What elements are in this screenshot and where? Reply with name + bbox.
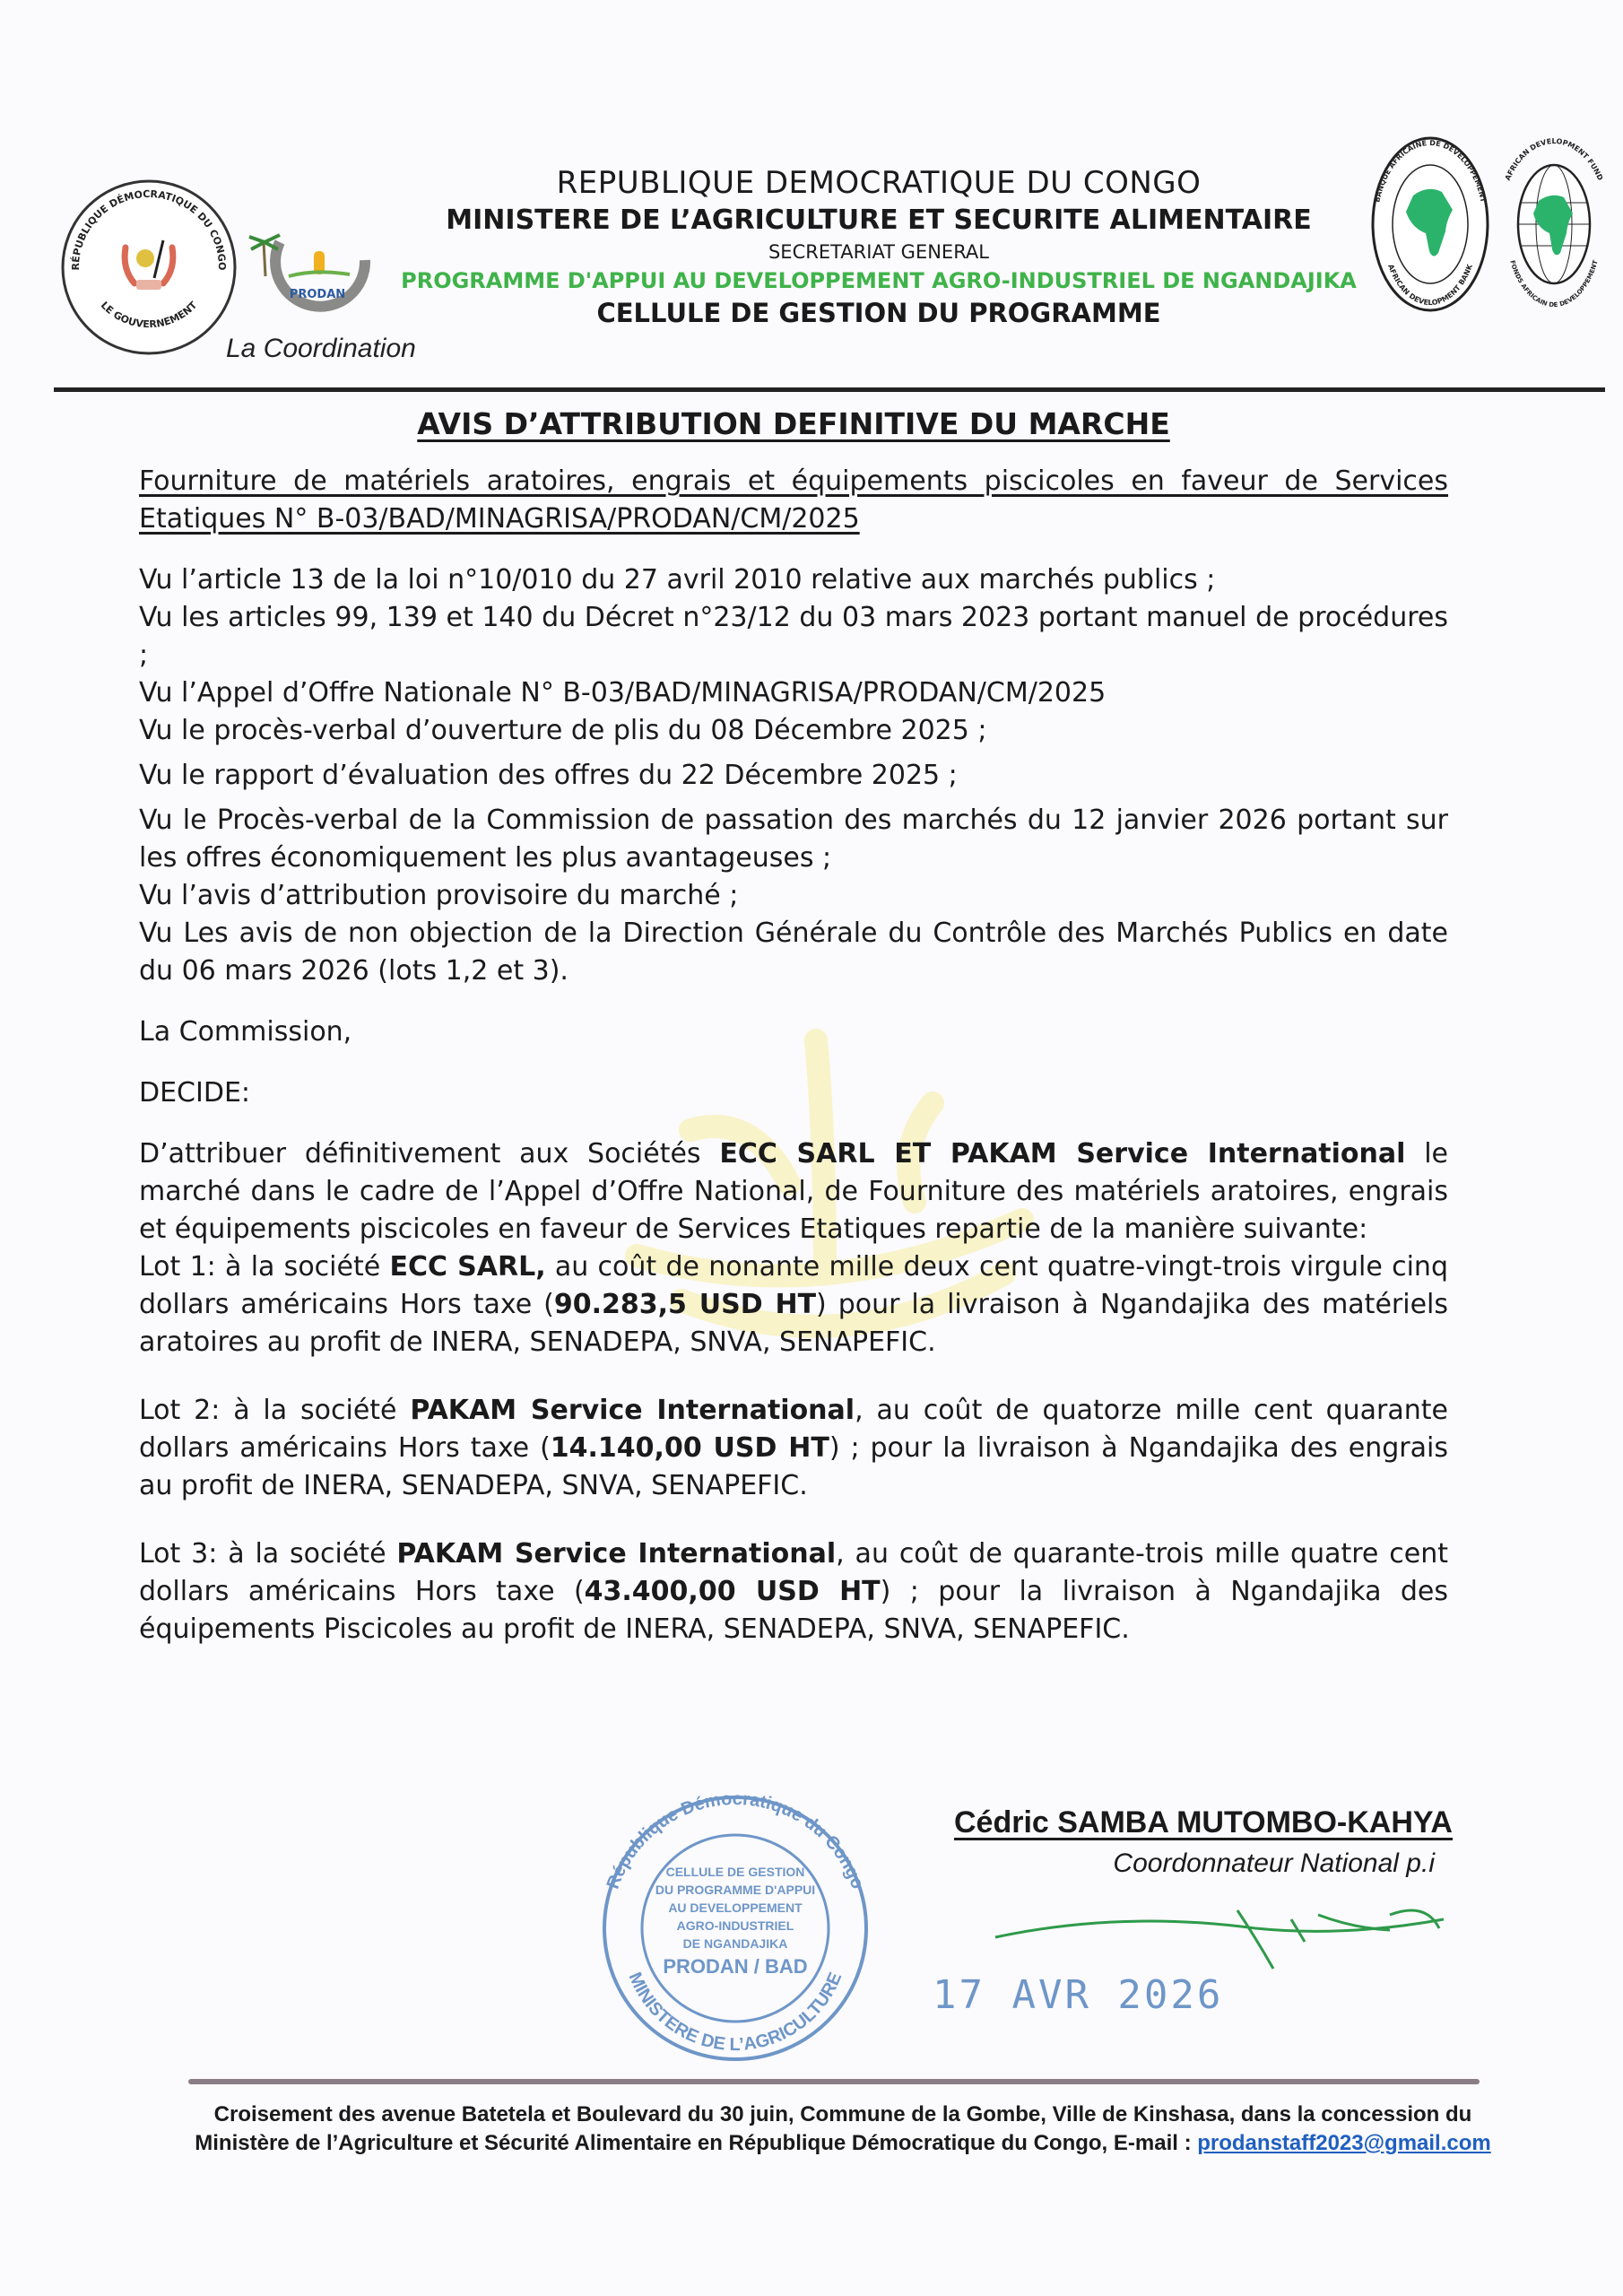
lot-label: Lot 2: à la société	[139, 1395, 411, 1426]
rdc-government-seal	[59, 178, 239, 357]
afdb-logos	[1370, 135, 1612, 314]
document-body	[139, 405, 1448, 1648]
signatory-block	[897, 1803, 1471, 1882]
stamp-seal-icon	[592, 1794, 879, 2063]
lot-text: ) pour la livraison à Ngandajika des matériels aratoires au profit de INERA, SENADEPA, SNVA, SENAPEFIC.	[139, 1289, 1448, 1358]
stamp-line: CELLULE DE GESTION	[665, 1865, 805, 1879]
stamp-line: PRODAN / BAD	[663, 1955, 808, 1978]
secretariat-name: SECRETARIAT GENERAL	[768, 241, 990, 263]
footer-line-2	[90, 2129, 1596, 2158]
commission-label: La Commission,	[139, 1016, 352, 1048]
lot-1	[139, 1248, 1448, 1361]
lot-text: au coût de nonante mille deux cent quatre-vingt-trois virgule cinq dollars américains Hors taxe (	[139, 1251, 1448, 1320]
afdb-fund-bottom: FONDS AFRICAIN DE DEVELOPPEMENT	[1508, 259, 1600, 309]
stamp-line: DU PROGRAMME D'APPUI	[655, 1883, 816, 1897]
handwritten-signature	[986, 1892, 1453, 1973]
seal-bottom-text: LE GOUVERNEMENT	[98, 299, 200, 331]
official-stamp	[592, 1794, 879, 2063]
lot-text: , au coût de quarante-trois mille quatre cent dollars américains Hors taxe (	[139, 1538, 1448, 1607]
prodan-logo-text: PRODAN	[289, 288, 346, 301]
lot-amount: 90.283,5 USD HT	[553, 1289, 817, 1320]
afdb-fund-logo	[1496, 135, 1612, 314]
footer-divider	[188, 2079, 1480, 2084]
footer-line-1: Croisement des avenue Batetela et Boulevard du 30 juin, Commune de la Gombe, Ville de Kinshasa, dans la concession du	[213, 2102, 1472, 2126]
lot-amount: 43.400,00 USD HT	[584, 1576, 881, 1607]
prodan-logo	[244, 224, 378, 332]
prodan-gear-icon	[244, 224, 378, 332]
consideration-item: Vu l’avis d’attribution provisoire du marché ;	[139, 880, 739, 911]
lot-label: Lot 3: à la société	[139, 1538, 397, 1570]
lot-amount: 14.140,00 USD HT	[550, 1432, 829, 1464]
date-stamp: 17 AVR 2026	[933, 1972, 1224, 2018]
lot-text: , au coût de quatorze mille cent quarante dollars américains Hors taxe (	[139, 1395, 1448, 1464]
decide-label: DECIDE:	[139, 1077, 251, 1109]
document-subject: Fourniture de matériels aratoires, engrais et équipements piscicoles en faveur de Services Etatiques N° B-03/BAD/MINAGRISA/PRODAN/CM/2025	[139, 465, 1448, 535]
footer-line-2-text: Ministère de l’Agriculture et Sécurité Alimentaire en République Démocratique du Congo, E-mail :	[195, 2131, 1198, 2155]
lot-company: PAKAM Service International	[396, 1538, 837, 1570]
consideration-item: Vu le rapport d’évaluation des offres du 22 Décembre 2025 ;	[139, 760, 958, 791]
decision-pre: D’attribuer définitivement aux Sociétés	[139, 1138, 720, 1170]
stamp-line: AU DEVELOPPEMENT	[668, 1900, 803, 1915]
cell-name: CELLULE DE GESTION DU PROGRAMME	[596, 298, 1161, 328]
seal-top-text: RÉPUBLIQUE DÉMOCRATIQUE DU CONGO	[69, 187, 229, 271]
decision-companies: ECC SARL ET PAKAM Service International	[719, 1138, 1406, 1170]
consideration-item: Vu l’Appel d’Offre Nationale N° B-03/BAD/MINAGRISA/PRODAN/CM/2025	[139, 677, 1107, 709]
signatory-role: Coordonnateur National p.i	[1113, 1848, 1435, 1878]
country-name: REPUBLIQUE DEMOCRATIQUE DU CONGO	[556, 165, 1202, 201]
decision-post: le marché dans le cadre de l’Appel d’Offre National, de Fourniture des matériels aratoires, engrais et équipements piscicoles en faveur de Services Etatiques repartie de la manière suivante:	[139, 1138, 1448, 1245]
signatory-name: Cédric SAMBA MUTOMBO-KAHYA	[953, 1805, 1453, 1839]
ministry-name: MINISTERE DE L’AGRICULTURE ET SECURITE ALIMENTAIRE	[446, 204, 1312, 236]
lot-company: ECC SARL,	[389, 1251, 546, 1283]
consideration-item: Vu l’article 13 de la loi n°10/010 du 27 avril 2010 relative aux marchés publics ;	[139, 564, 1216, 596]
afdb-fund-text: AFRICAN DEVELOPMENT FUND	[1503, 137, 1605, 182]
footer-email-link[interactable]: prodanstaff2023@gmail.com	[1197, 2131, 1491, 2155]
lot-text: ) ; pour la livraison à Ngandajika des équipements Piscicoles au profit de INERA, SENADEPA, SNVA, SENAPEFIC.	[139, 1576, 1448, 1645]
consideration-item: Vu le procès-verbal d’ouverture de plis du 08 Décembre 2025 ;	[139, 715, 987, 746]
stamp-line: AGRO-INDUSTRIEL	[676, 1918, 794, 1933]
decision-paragraph	[139, 1135, 1448, 1248]
stamp-line: DE NGANDAJIKA	[682, 1936, 788, 1951]
footer-address	[90, 2100, 1596, 2158]
lot-3	[139, 1535, 1448, 1648]
afdb-bank-logo	[1370, 135, 1491, 314]
signature-stroke-icon	[986, 1892, 1453, 1973]
stamp-outer-top: République Démocratique du Congo	[603, 1794, 868, 1892]
consideration-item: Vu les articles 99, 139 et 140 du Décret n°23/12 du 03 mars 2023 portant manuel de procédures ;	[139, 602, 1448, 671]
header-divider	[54, 387, 1605, 392]
document-title	[139, 405, 1448, 443]
afdb-bank-bottom: AFRICAN DEVELOPMENT BANK	[1386, 263, 1474, 308]
lot-company: PAKAM Service International	[410, 1395, 855, 1426]
lot-2	[139, 1392, 1448, 1505]
consideration-item: Vu Les avis de non objection de la Direction Générale du Contrôle des Marchés Publics en date du 06 mars 2026 (lots 1,2 et 3).	[139, 918, 1448, 987]
letterhead	[395, 163, 1363, 330]
lot-label: Lot 1: à la société	[139, 1251, 390, 1283]
considerations-list	[139, 561, 1448, 990]
programme-name: PROGRAMME D'APPUI AU DEVELOPPEMENT AGRO-INDUSTRIEL DE NGANDAJIKA	[401, 268, 1357, 293]
stamp-outer-bottom: MINISTERE DE L’AGRICULTURE	[624, 1969, 846, 2056]
lot-text: ) ; pour la livraison à Ngandajika des engrais au profit de INERA, SENADEPA, SNVA, SENAPEFIC.	[139, 1432, 1448, 1501]
consideration-item: Vu le Procès-verbal de la Commission de passation des marchés du 12 janvier 2026 portant sur les offres économiquement les plus avantageuses ;	[139, 804, 1448, 874]
document-title-text: AVIS D’ATTRIBUTION DEFINITIVE DU MARCHE	[417, 406, 1170, 441]
afdb-bank-text: BANQUE AFRICAINE DE DEVELOPPEMENT	[1373, 138, 1488, 204]
rdc-seal-icon	[59, 178, 239, 357]
coordination-label: La Coordination	[226, 334, 416, 363]
